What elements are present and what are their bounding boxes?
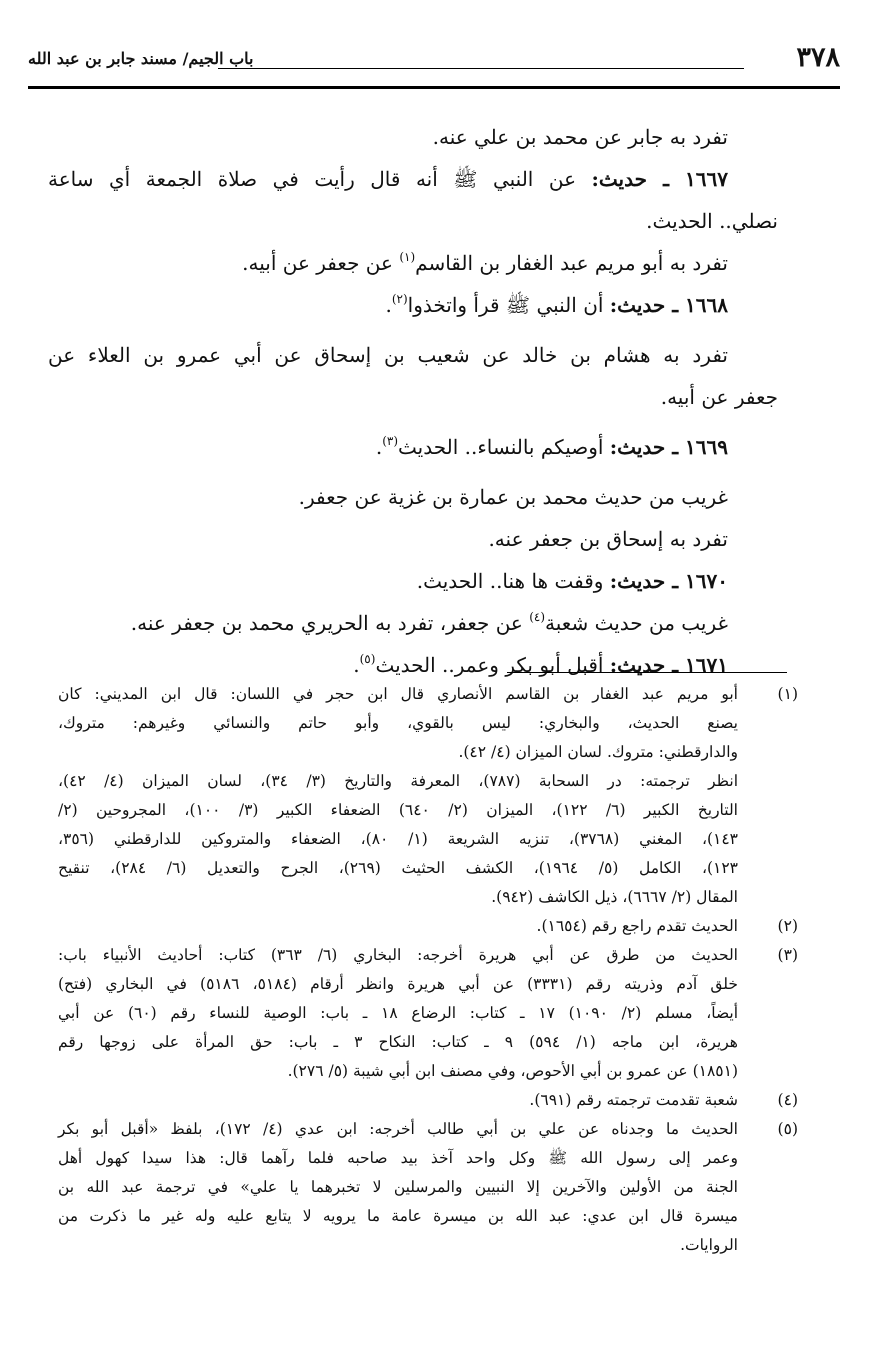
footnote-line: انظر ترجمته: در السحابة (٧٨٧)، المعرفة والتاريخ (٣/ ٣٤)، لسان الميزان (٤/ ٤٢)، (58, 772, 738, 790)
hadith-text: وقفت ها هنا.. الحديث. (416, 569, 610, 593)
text-segment: . (375, 435, 383, 459)
footnote-number: (٥) (777, 1120, 798, 1138)
text-line (48, 602, 778, 644)
text-line: تفرد به هشام بن خالد عن شعيب بن إسحاق عن أبي عمرو بن العلاء عن (48, 343, 728, 367)
footnote-number: (٢) (777, 917, 798, 935)
footnote-line: هريرة، ابن ماجه (١/ ٥٩٤) ٩ ـ كتاب: النكاح ٣ ـ باب: حق المرأة على زوجها رقم (58, 1033, 738, 1051)
footnote-line: الحديث تقدم راجع رقم (١٦٥٤). (536, 917, 738, 935)
footnote-2 (58, 912, 798, 941)
footnote-separator (507, 672, 787, 673)
footnote-number: (٤) (777, 1091, 798, 1109)
spacer (48, 326, 778, 334)
footnote-line: شعبة تقدمت ترجمته رقم (٦٩١). (529, 1091, 738, 1109)
page-header (28, 40, 840, 92)
footnote-line: ١٤٣)، المغني (٣٧٦٨)، تنزيه الشريعة (١/ ٨٠)، الضعفاء والمتروكين للدارقطني (٣٥٦، (58, 830, 739, 848)
footnote-5 (58, 1115, 798, 1260)
footnote-line: يصنع الحديث، والبخاري: ليس بالقوي، وأبو حاتم والنسائي وغيرهم: متروك، (58, 714, 738, 732)
footnote-number: (٣) (777, 946, 798, 964)
footnote-line: الحديث من طرق عن أبي هريرة أخرجه: البخاري (٦/ ٣٦٣) كتاب: أحاديث الأنبياء باب: (58, 946, 738, 964)
footnote-line: الحديث ما وجدناه عن علي بن أبي طالب أخرجه: ابن عدي (٤/ ١٧٢)، بلفظ «أقبل أبو بكر (58, 1120, 738, 1138)
footnote-line: أيضاً، مسلم (٢/ ١٠٩٠) ١٧ ـ كتاب: الرضاع ١٨ ـ باب: الوصية للنساء رقم (٦٠) عن أبي (58, 1004, 739, 1022)
text-line: تفرد به جابر عن محمد بن علي عنه. (432, 125, 728, 149)
footnote-line: خلق آدم وذريته رقم (٣٣٣١) عن أبي هريرة وانظر أرقام (٥١٨٤، ٥١٨٦) في البخاري (فتح) (58, 975, 738, 993)
footnote-line: التاريخ الكبير (٦/ ١٢٢)، الميزان (٢/ ٦٤٠) الضعفاء الكبير (٣/ ١٠٠)، المجروحين (٢/ (58, 801, 738, 819)
main-text (48, 116, 778, 686)
footnote-line: وعمر إلى رسول الله ﷺ وكل واحد آخذ بيد صاحبه فلما رآهما قال: هذا سيدا كهول أهل (58, 1149, 738, 1167)
text-line: نصلي.. الحديث. (646, 209, 778, 233)
text-line: جعفر عن أبيه. (660, 385, 778, 409)
footnote-line: الجنة من الأولين والآخرين إلا النبيين والمرسلين لا تخبرهما يا علي» في ترجمة عبد الله بن (58, 1178, 738, 1196)
hadith-text: أوصيكم بالنساء.. الحديث (398, 435, 610, 459)
footnote-line: المقال (٢/ ٦٦٦٧)، ذيل الكاشف (٩٤٢). (491, 888, 738, 906)
hadith-1669 (48, 426, 778, 468)
footnote-ref: (٤) (529, 610, 546, 624)
hadith-text: أقبل أبو بكر وعمر.. الحديث (375, 653, 610, 677)
footnote-ref: (١) (399, 250, 416, 264)
footnote-number: (١) (777, 685, 798, 703)
text-line: غريب من حديث محمد بن عمارة بن غزية عن جعفر. (298, 485, 728, 509)
text-segment: تفرد به أبو مريم عبد الغفار بن القاسم (415, 251, 728, 275)
footnote-line: أبو مريم عبد الغفار بن القاسم الأنصاري قال ابن حجر في اللسان: قال ابن المديني: كان (58, 685, 738, 703)
hadith-1668 (48, 284, 778, 326)
text-segment: . (385, 293, 392, 317)
hadith-text: عن النبي ﷺ أنه قال رأيت في صلاة الجمعة أي ساعة (48, 167, 592, 191)
footnote-1 (58, 680, 798, 912)
text-line (48, 242, 778, 284)
spacer (48, 418, 778, 426)
header-underline (28, 86, 840, 89)
footnote-line: ميسرة قال ابن عدي: عبد الله بن ميسرة عامة ما يرويه لا يتابع عليه وله غير ما ذكرت من (58, 1207, 738, 1225)
footnote-ref: (٥) (359, 652, 376, 666)
hadith-text: أن النبي ﷺ قرأ واتخذوا (407, 293, 610, 317)
footnote-line: الروايات. (680, 1236, 738, 1254)
hadith-number: ١٦٦٨ ـ حديث: (609, 293, 728, 317)
footnote-line: (١٨٥١) عن عمرو بن أبي الأحوص، وفي مصنف ابن أبي شيبة (٥/ ٢٧٦). (287, 1062, 738, 1080)
hadith-number: ١٦٦٧ ـ حديث: (591, 167, 729, 191)
footnote-ref: (٢) (391, 292, 408, 306)
footnote-4 (58, 1086, 798, 1115)
spacer (48, 468, 778, 476)
hadith-1670 (48, 560, 778, 602)
running-title: باب الجيم/ مسند جابر بن عبد الله (28, 49, 254, 68)
page-number: ٣٧٨ (796, 42, 840, 73)
header-rule (218, 68, 744, 69)
hadith-number: ١٦٧١ ـ حديث: (609, 653, 728, 677)
footnote-line: والدارقطني: متروك. لسان الميزان (٤/ ٤٢). (458, 743, 738, 761)
text-segment: عن جعفر، تفرد به الحريري محمد بن جعفر عنه. (130, 611, 530, 635)
text-segment: عن جعفر عن أبيه. (242, 251, 400, 275)
footnotes (58, 680, 798, 1260)
text-line: تفرد به إسحاق بن جعفر عنه. (488, 527, 728, 551)
text-segment: . (353, 653, 360, 677)
hadith-number: ١٦٧٠ ـ حديث: (609, 569, 728, 593)
footnote-3 (58, 941, 798, 1086)
text-segment: غريب من حديث شعبة (545, 611, 728, 635)
footnote-line: ١٢٣)، الكامل (٥/ ١٩٦٤)، الكشف الحثيث (٢٦٩)، الجرح والتعديل (٦/ ٢٨٤)، تنقيح (58, 859, 739, 877)
footnote-ref: (٣) (382, 434, 399, 448)
hadith-1667 (48, 158, 778, 200)
hadith-number: ١٦٦٩ ـ حديث: (609, 435, 728, 459)
